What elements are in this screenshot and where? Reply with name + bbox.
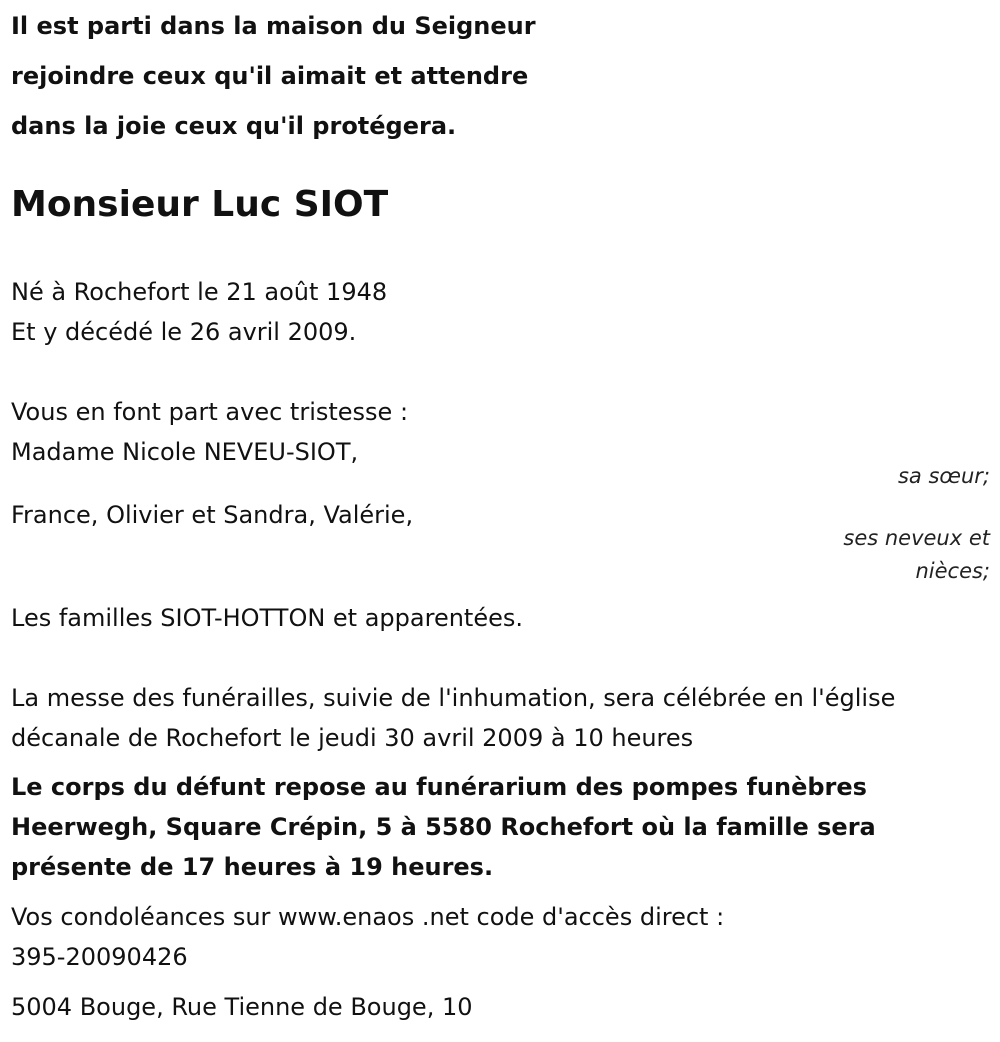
family-member-2-relation-line-2: nièces; <box>915 559 990 583</box>
condolences-line: Vos condoléances sur www.enaos .net code d'accès direct : <box>11 903 725 931</box>
birth-death-block <box>11 272 387 352</box>
funerarium-line-3: présente de 17 heures à 19 heures. <box>11 853 494 881</box>
family-member-1-relation <box>898 460 990 493</box>
verse-line-1: Il est parti dans la maison du Seigneur <box>11 12 536 40</box>
birth-line: Né à Rochefort le 21 août 1948 <box>11 278 388 306</box>
announcement-intro: Vous en font part avec tristesse : <box>11 398 409 426</box>
mass-block <box>11 678 895 758</box>
mass-line-2: décanale de Rochefort le jeudi 30 avril 2009 à 10 heures <box>11 724 694 752</box>
deceased-name: Monsieur Luc SIOT <box>11 184 389 225</box>
access-code: 395-20090426 <box>11 943 188 971</box>
verse-line-3: dans la joie ceux qu'il protégera. <box>11 112 457 140</box>
funerarium-block <box>11 767 876 887</box>
address-line: 5004 Bouge, Rue Tienne de Bouge, 10 <box>11 993 473 1021</box>
mass-line-1: La messe des funérailles, suivie de l'inhumation, sera célébrée en l'église <box>11 684 896 712</box>
verse-line-2: rejoindre ceux qu'il aimait et attendre <box>11 62 529 90</box>
family-member-1-names: Madame Nicole NEVEU-SIOT, <box>11 438 359 466</box>
death-line: Et y décédé le 26 avril 2009. <box>11 318 357 346</box>
family-member-1-relation-line: sa sœur; <box>897 464 990 488</box>
funerarium-line-2: Heerwegh, Square Crépin, 5 à 5580 Rochefort où la famille sera <box>11 813 876 841</box>
family-member-2-names: France, Olivier et Sandra, Valérie, <box>11 501 414 529</box>
verse-block <box>11 1 536 151</box>
family-member-2-relation <box>843 522 990 588</box>
condolences-block <box>11 897 724 977</box>
families-line: Les familles SIOT-HOTTON et apparentées. <box>11 604 523 632</box>
funerarium-line-1: Le corps du défunt repose au funérarium des pompes funèbres <box>11 773 867 801</box>
family-member-2-relation-line-1: ses neveux et <box>843 526 990 550</box>
